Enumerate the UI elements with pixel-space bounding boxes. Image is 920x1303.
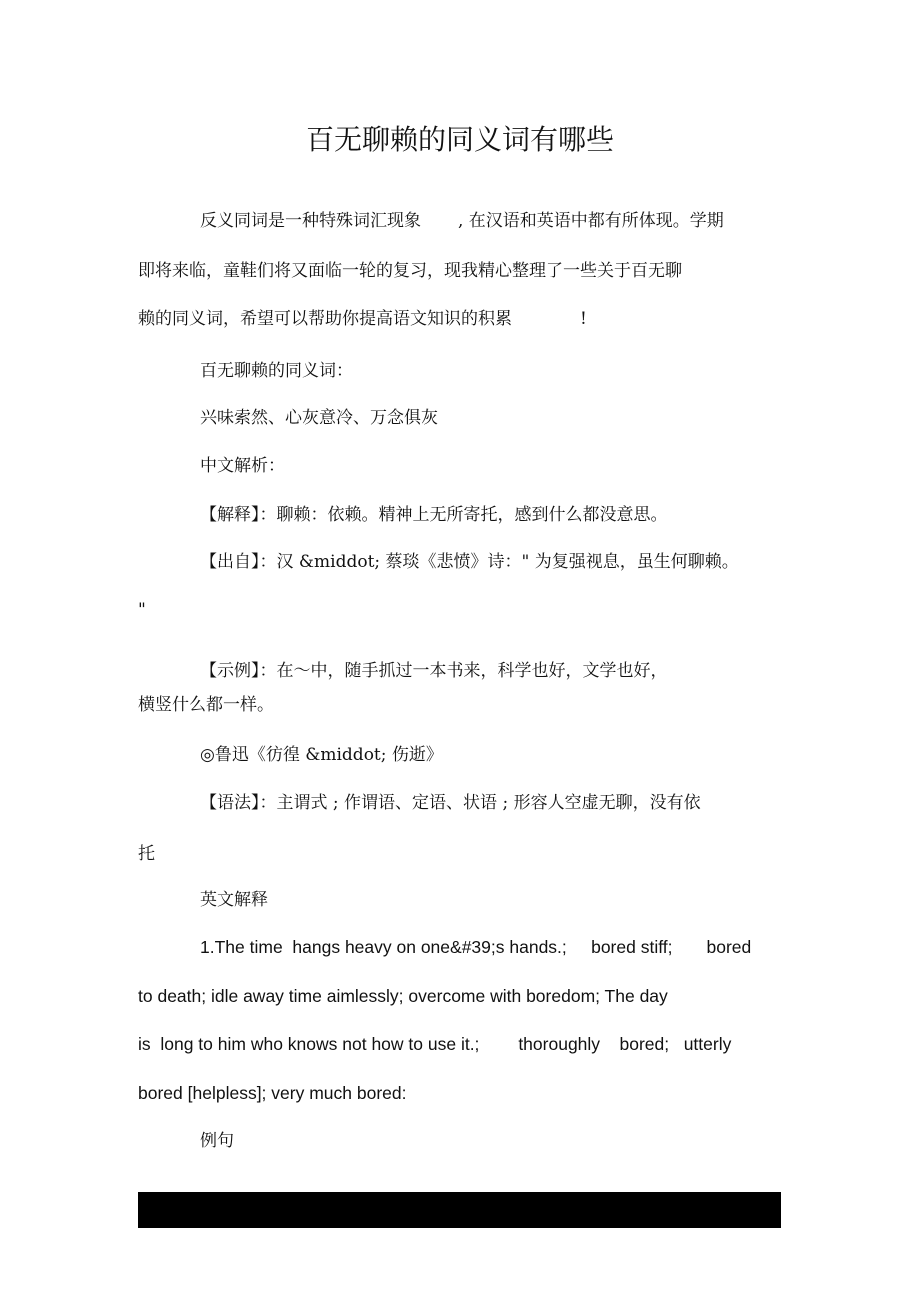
definition-origin-cont: " xyxy=(138,600,146,620)
synonyms-list: 兴味索然、心灰意冷、万念俱灰 xyxy=(200,408,438,428)
intro-line-3a: 赖的同义词，希望可以帮助你提高语文知识的积累 xyxy=(138,309,512,329)
chinese-heading: 中文解析： xyxy=(200,456,285,476)
english-line-3: is long to him who knows not how to use it.; thoroughly bored; utterly xyxy=(138,1034,732,1054)
definition-grammar: 【语法】：主谓式 ; 作谓语、定语、状语 ; 形容人空虚无聊，没有依 xyxy=(200,793,701,813)
definition-grammar-cont: 托 xyxy=(138,844,155,864)
definition-explain: 【解释】：聊赖：依赖。精神上无所寄托，感到什么都没意思。 xyxy=(200,505,668,525)
page-title: 百无聊赖的同义词有哪些 xyxy=(305,123,614,156)
redaction-bar xyxy=(138,1192,781,1228)
synonyms-heading: 百无聊赖的同义词： xyxy=(200,361,353,381)
intro-line-3b: ! xyxy=(580,309,587,329)
english-line-1: 1.The time hangs heavy on one&#39;s hands.; bored stiff; bored xyxy=(200,937,752,957)
english-line-4: bored [helpless]; very much bored: xyxy=(138,1083,407,1103)
intro-line-1b: , 在汉语和英语中都有所体现。学期 xyxy=(458,211,724,231)
definition-example-cont: 横竖什么都一样。 xyxy=(138,695,274,715)
english-heading: 英文解释 xyxy=(200,890,268,910)
intro-line-2: 即将来临，童鞋们将又面临一轮的复习，现我精心整理了一些关于百无聊 xyxy=(138,261,682,281)
definition-example: 【示例】：在～中，随手抓过一本书来，科学也好，文学也好， xyxy=(200,661,668,681)
definition-origin: 【出自】：汉 &middot; 蔡琰《悲愤》诗：" 为复强视息，虽生何聊赖。 xyxy=(200,552,739,572)
examples-heading: 例句 xyxy=(200,1131,234,1151)
definition-source: ◎鲁迅《彷徨 &middot; 伤逝》 xyxy=(200,745,443,765)
intro-line-1a: 反义同词是一种特殊词汇现象 xyxy=(200,211,421,231)
english-line-2: to death; idle away time aimlessly; overcome with boredom; The day xyxy=(138,986,668,1006)
